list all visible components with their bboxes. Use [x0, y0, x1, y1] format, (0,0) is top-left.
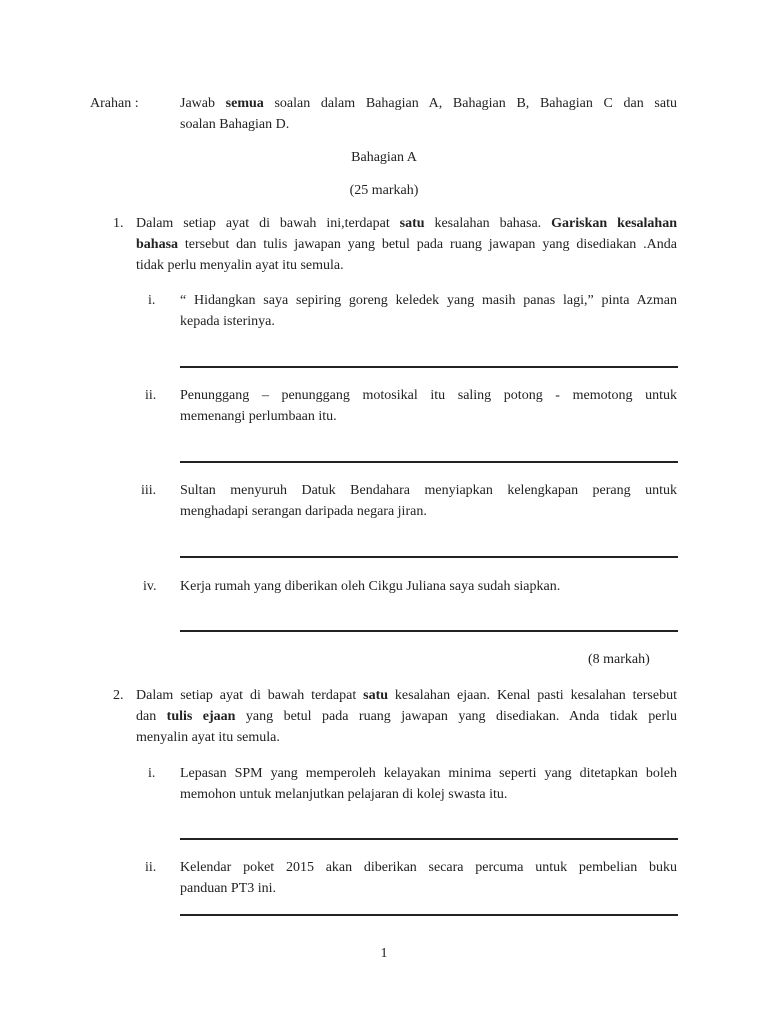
arahan-emphasis: semua	[225, 96, 264, 111]
answer-line[interactable]	[180, 366, 678, 368]
arahan-label: Arahan :	[90, 96, 139, 111]
section-title: Bahagian A	[351, 150, 417, 165]
q1-marks: (8 markah)	[588, 652, 650, 667]
q1-item-line-2: menghadapi serangan daripada negara jiran.	[180, 504, 427, 519]
q2-emphasis: satu	[363, 688, 389, 703]
q1-line-1	[136, 213, 677, 234]
q1-line-3: tidak perlu menyalin ayat itu semula.	[136, 258, 344, 273]
q2-text: yang betul pada ruang jawapan yang disediakan. Anda tidak perlu	[235, 709, 678, 724]
q1-item-line-1: Kerja rumah yang diberikan oleh Cikgu Juliana saya sudah siapkan.	[180, 579, 561, 594]
q1-emphasis: satu	[399, 216, 425, 231]
q1-emphasis: Gariskan kesalahan	[551, 216, 677, 231]
q1-item-line-1: Penunggang – penunggang motosikal itu saling potong - memotong untuk	[180, 388, 677, 403]
q1-item-number: ii.	[145, 388, 157, 403]
answer-line[interactable]	[180, 461, 678, 463]
q2-line-1	[136, 685, 677, 706]
q2-text: Dalam setiap ayat di bawah terdapat	[136, 688, 364, 703]
q2-item-line-1: Kelendar poket 2015 akan diberikan secara percuma untuk pembelian buku	[180, 860, 677, 875]
q2-item-number: i.	[148, 766, 156, 781]
q1-item-line-1: Sultan menyuruh Datuk Bendahara menyiapkan kelengkapan perang untuk	[180, 483, 677, 498]
q1-text: Dalam setiap ayat di bawah ini,terdapat	[136, 216, 400, 231]
q2-item-number: ii.	[145, 860, 157, 875]
q2-item-line-2: panduan PT3 ini.	[180, 881, 277, 896]
q1-number: 1.	[113, 216, 124, 231]
answer-line[interactable]	[180, 838, 678, 840]
q1-item-line-2: memenangi perlumbaan itu.	[180, 409, 337, 424]
answer-line[interactable]	[180, 630, 678, 632]
q2-line-2	[136, 706, 677, 727]
arahan-text: Jawab	[180, 96, 226, 111]
q1-item-line-1: “ Hidangkan saya sepiring goreng keledek yang masih panas lagi,” pinta Azman	[180, 293, 677, 308]
q2-text: kesalahan ejaan. Kenal pasti kesalahan tersebut	[388, 688, 677, 703]
q2-emphasis: tulis ejaan	[166, 709, 236, 724]
section-marks: (25 markah)	[349, 183, 419, 198]
q1-line-2	[136, 234, 677, 255]
q1-item-line-2: kepada isterinya.	[180, 314, 275, 329]
q1-emphasis: bahasa	[136, 237, 179, 252]
q2-item-line-1: Lepasan SPM yang memperoleh kelayakan minima seperti yang ditetapkan boleh	[180, 766, 677, 781]
q2-item-line-2: memohon untuk melanjutkan pelajaran di kolej swasta itu.	[180, 787, 508, 802]
q1-item-number: iii.	[141, 483, 157, 498]
answer-line[interactable]	[180, 556, 678, 558]
arahan-text: soalan dalam Bahagian A, Bahagian B, Bahagian C dan satu	[263, 96, 677, 111]
q1-text: tersebut dan tulis jawapan yang betul pada ruang jawapan yang disediakan .Anda	[178, 237, 677, 252]
q1-item-number: iv.	[143, 579, 157, 594]
q2-number: 2.	[113, 688, 124, 703]
arahan-line-2: soalan Bahagian D.	[180, 117, 290, 132]
page-number: 1	[380, 946, 388, 961]
q1-text: kesalahan bahasa.	[424, 216, 552, 231]
q1-item-number: i.	[148, 293, 156, 308]
answer-line[interactable]	[180, 914, 678, 916]
q2-text: dan	[136, 709, 167, 724]
q2-line-3: menyalin ayat itu semula.	[136, 730, 280, 745]
arahan-line-1	[180, 93, 677, 114]
